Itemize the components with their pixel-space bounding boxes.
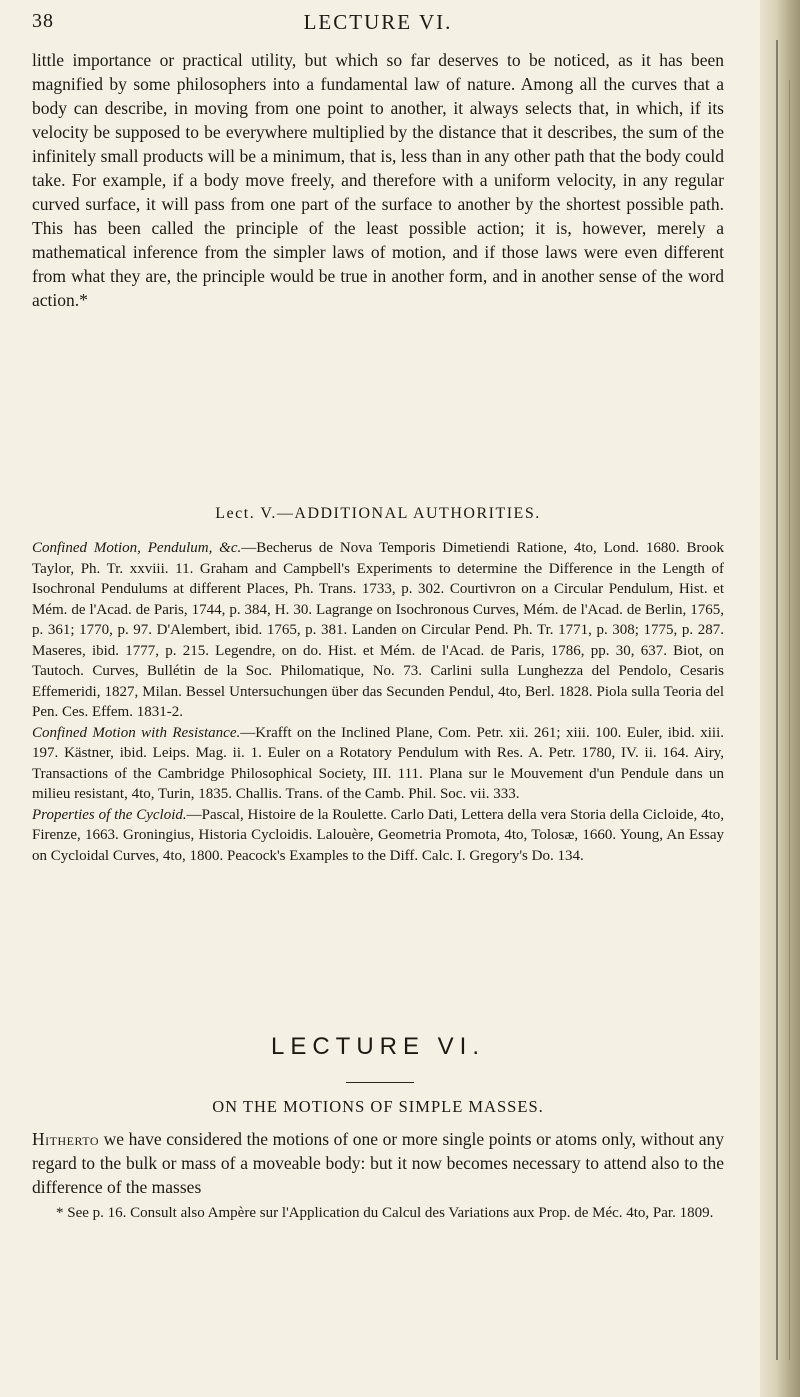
- authorities-heading: Lect. V.—ADDITIONAL AUTHORITIES.: [215, 505, 541, 522]
- authority-text-pendulum: —Becherus de Nova Temporis Dimetiendi Ratione, 4to, Lond. 1680. Brook Taylor, Ph. Tr. xxviii. 11. Graham and Campbell's Experiments to determine the Difference in the Length of Isochronal Pendulums at different Places, Ph. Trans. 1733, p. 302. Courtivron on a Circular Pendulum, Hist. et Mém. de l'Acad. de Paris, 1744, p. 384, H. 30. Lagrange on Isochronous Curves, Mém. de l'Acad. de Berlin, 1765, p. 361; 1770, p. 97. D'Alembert, ibid. 1765, p. 381. Landen on Circular Pend. Ph. Tr. 1771, p. 308; 1775, p. 287. Maseres, ibid. 1777, p. 215. Legendre, on do. Hist. et Mém. de l'Acad. de Paris, 1786, pp. 30, 637. Biot, on Tautoch. Curves, Bullétin de la Soc. Philomatique, No. 73. Carlini sulla Lunghezza del Pendolo, Cesaris Effemeridi, 1827, Milan. Bessel Untersuchungen über das Secunden Pendul, 4to, Berl. 1828. Piola sulla Teoria del Pen. Ces. Effem. 1831-2.: [32, 540, 724, 720]
- binding-shadow-line: [776, 40, 778, 1360]
- lecture-subtitle: ON THE MOTIONS OF SIMPLE MASSES.: [212, 1097, 544, 1116]
- authority-text-cycloid: —Pascal, Histoire de la Roulette. Carlo Dati, Lettera della vera Storia della Cicloide, 4to, Firenze, 1663. Groningius, Historia Cycloidis. Lalouère, Geometria Promota, 4to, Tolosæ, 1660. Young, An Essay on Cycloidal Curves, 4to, 1800. Peacock's Examples to the Diff. Calc. I. Gregory's Do. 134.: [32, 806, 724, 864]
- running-head: [32, 10, 724, 44]
- title-rule: [346, 1082, 414, 1083]
- adjacent-page-edge: [760, 0, 800, 1397]
- footnote: * See p. 16. Consult also Ampère sur l'Application du Calcul des Variations aux Prop. de Méc. 4to, Par. 1809.: [56, 1205, 714, 1221]
- authorities-list: [32, 538, 724, 866]
- intro-first-word: Hitherto: [32, 1129, 100, 1149]
- intro-text: we have considered the motions of one or more single points or atoms only, without any regard to the bulk or mass of a moveable body: but it now becomes necessary to attend also to the difference of the masses: [32, 1129, 724, 1197]
- authority-title-resistance: Confined Motion with Resistance.: [32, 724, 241, 741]
- authority-title-cycloid: Properties of the Cycloid.: [32, 806, 187, 823]
- lecture-title: LECTURE VI.: [270, 1033, 486, 1060]
- authority-title-pendulum: Confined Motion, Pendulum, &c.: [32, 540, 242, 556]
- binding-shadow-line-secondary: [789, 80, 790, 1360]
- running-title: LECTURE VI.: [303, 10, 453, 34]
- body-paragraph: little importance or practical utility, but which so far deserves to be noticed, as it has been magnified by some philosophers into a fundamental law of nature. Among all the curves that a body can describe, in moving from one point to another, it always selects that, in which, if its velocity be supposed to be everywhere multiplied by the distance that it describes, the sum of the infinitely small products will be a minimum, that is, less than in any other path that the body could take. For example, if a body move freely, and therefore with a uniform velocity, in any regular curved surface, it will pass from one part of the surface to another by the shortest possible path. This has been called the principle of the least possible action; it is, however, merely a mathematical inference from the simpler laws of motion, and if those laws were even different from what they are, the principle would be true in another form, and in another sense of the word action.*: [32, 50, 724, 310]
- lecture-intro-paragraph: [32, 1127, 724, 1199]
- authority-text-resistance: —Krafft on the Inclined Plane, Com. Petr. xii. 261; xiii. 100. Euler, ibid. xiii. 197. Kästner, ibid. Leips. Mag. ii. 1. Euler on a Rotatory Pendulum with Res. A. Petr. 1780, IV. ii. 164. Airy, Transactions of the Cambridge Philosophical Society, III. 111. Plana sur le Mouvement d'un Pendule dans un milieu resistant, 4to, Turin, 1835. Challis. Trans. of the Camb. Phil. Soc. vii. 333.: [32, 724, 724, 802]
- page-number: 38: [32, 10, 54, 32]
